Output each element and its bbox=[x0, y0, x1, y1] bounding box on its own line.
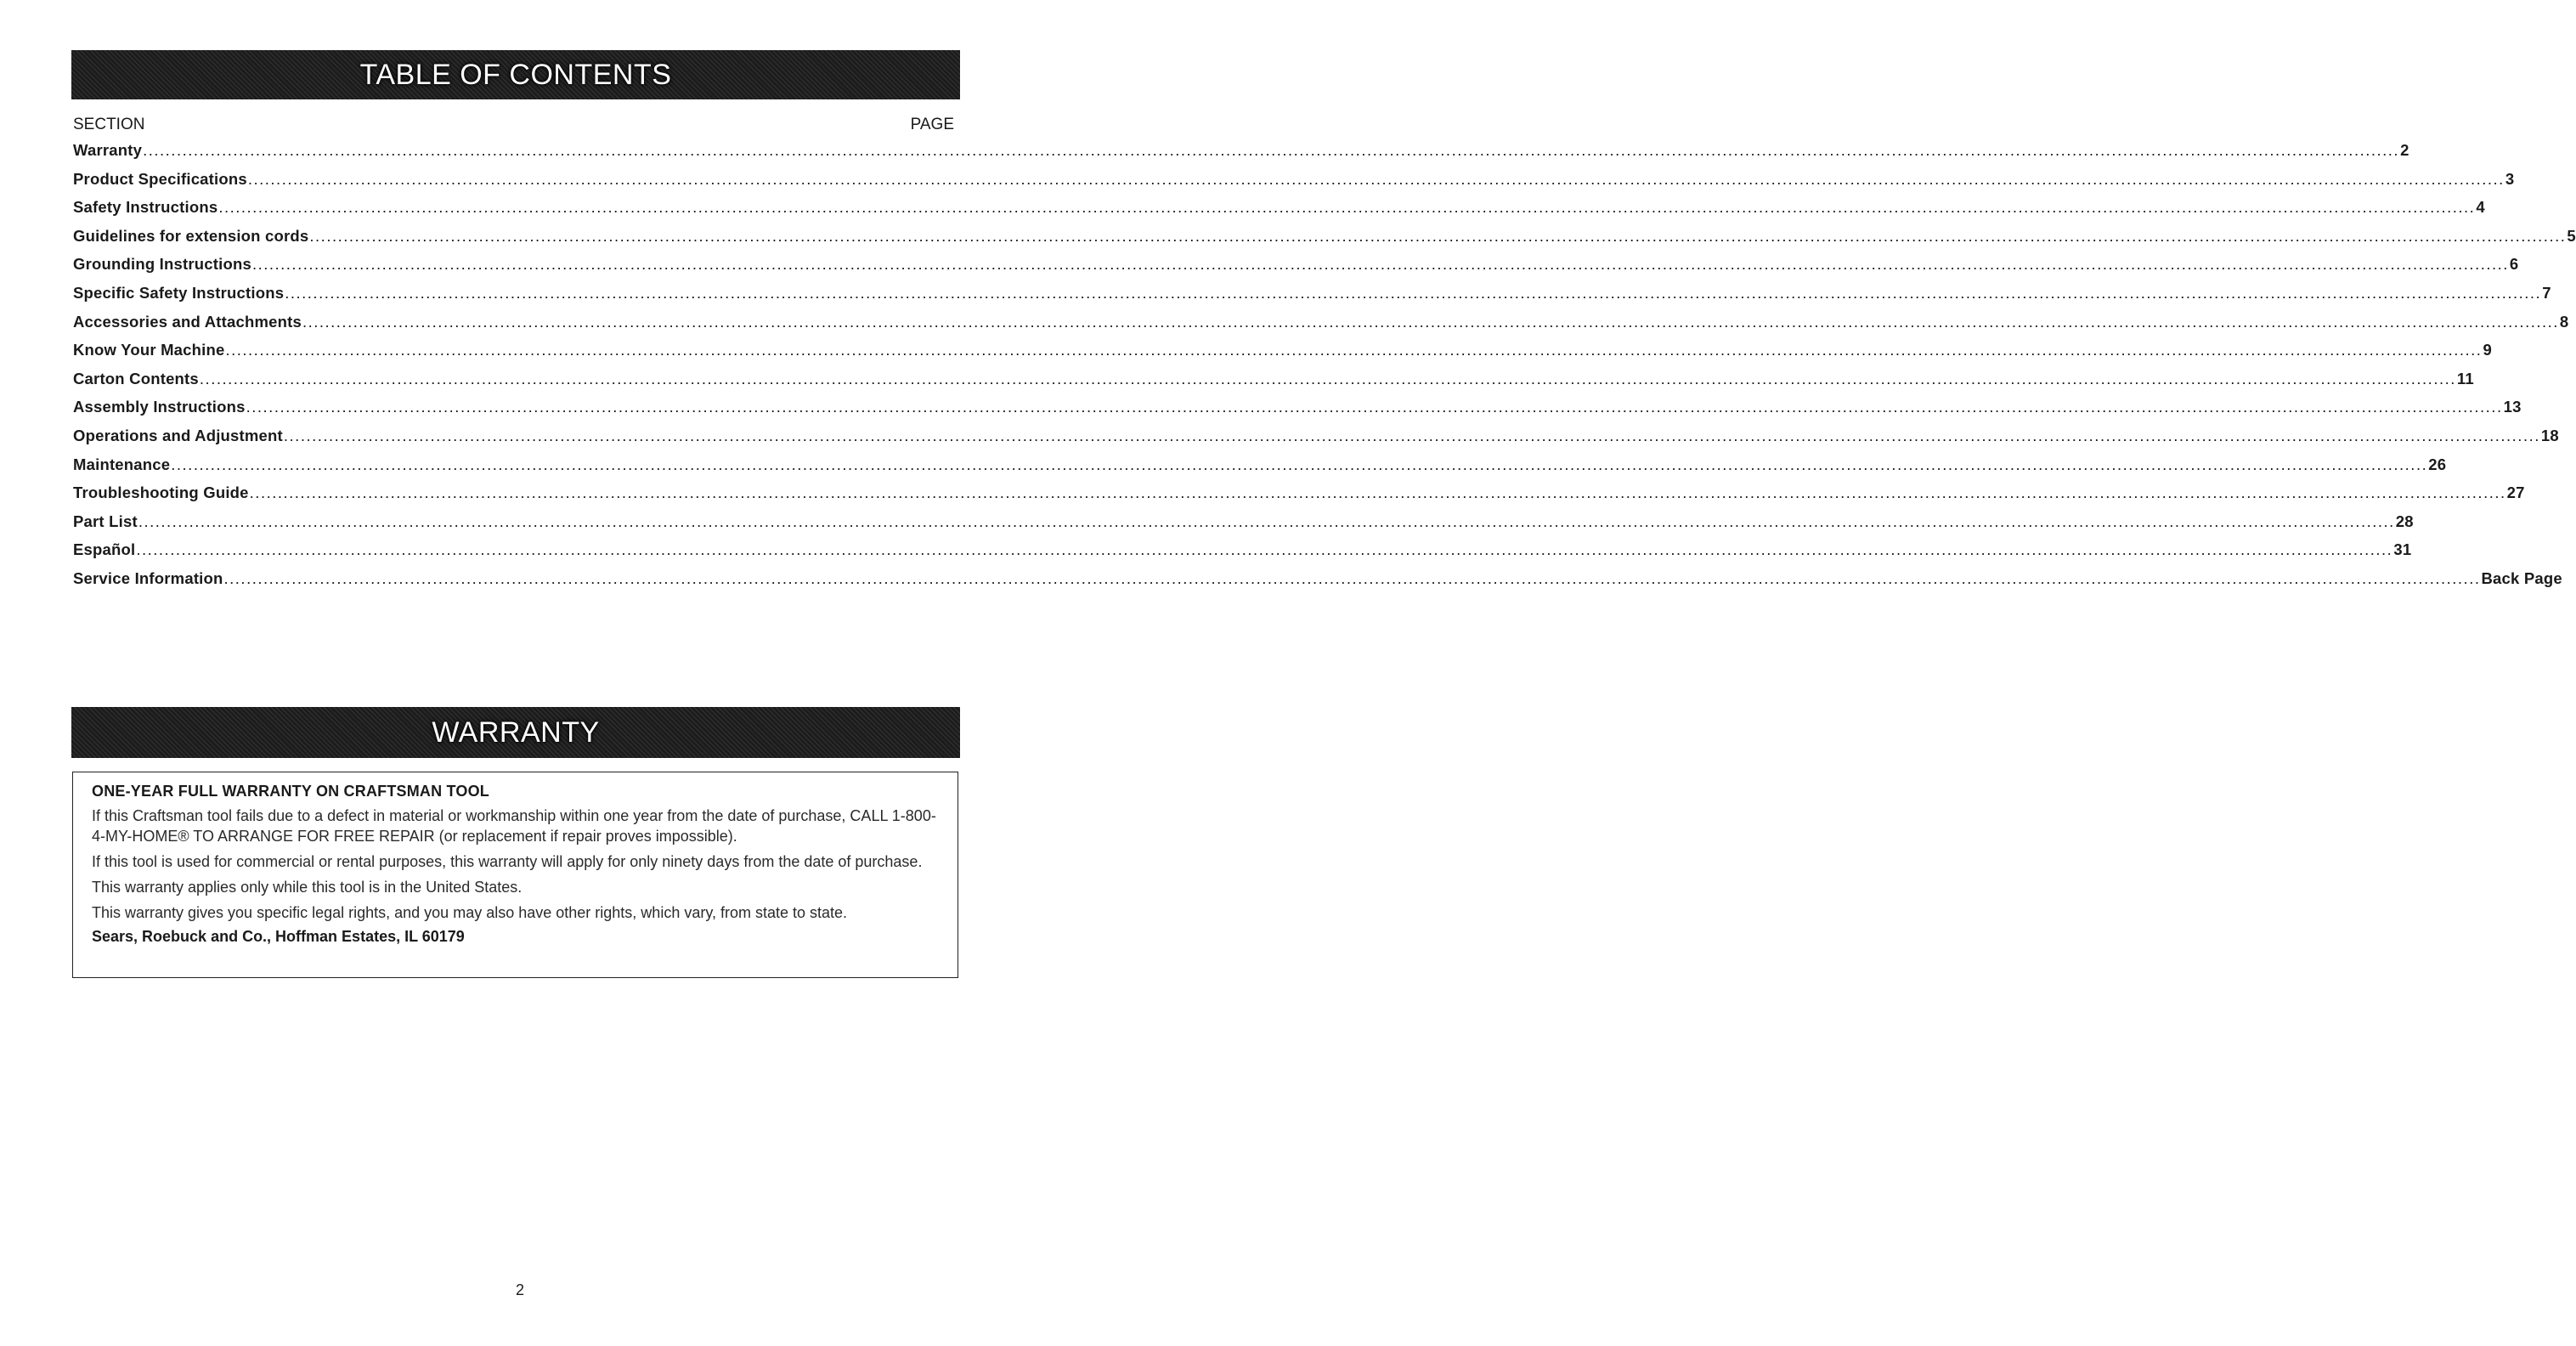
toc-entry bbox=[73, 507, 2414, 536]
toc-entry-label: Troubleshooting Guide bbox=[73, 484, 249, 502]
toc-entry-page: 5 bbox=[2567, 226, 2576, 245]
toc-entry-label: Grounding Instructions bbox=[73, 255, 251, 274]
toc-entry-page: 28 bbox=[2395, 512, 2414, 530]
toc-entry bbox=[73, 193, 2485, 222]
toc-entry bbox=[73, 393, 2522, 421]
toc-entry-label: Carton Contents bbox=[73, 369, 199, 387]
toc-entry bbox=[73, 136, 2409, 165]
toc-entry bbox=[73, 478, 2525, 507]
toc-entry bbox=[73, 250, 2519, 279]
toc-title: TABLE OF CONTENTS bbox=[359, 59, 672, 91]
warranty-paragraph: If this Craftsman tool fails due to a defect in material or workmanship within one year from the date of purchase, CALL 1-800-4-MY-HOME® TO ARRANGE FOR FREE REPAIR (or replacement if repair proves impossible). bbox=[92, 807, 936, 845]
toc-entry bbox=[73, 564, 2562, 593]
dot-leader: ................................................................................................................................................................................................................................................................................................................................................................................................................ bbox=[285, 283, 2542, 302]
toc-entry bbox=[73, 535, 2412, 564]
toc-entry-page: 27 bbox=[2506, 484, 2525, 502]
toc-entry-label: Guidelines for extension cords bbox=[73, 226, 309, 245]
toc-entry-page: 18 bbox=[2540, 426, 2559, 444]
warranty-company-address: Sears, Roebuck and Co., Hoffman Estates, IL 60179 bbox=[92, 928, 465, 945]
warranty-paragraph: This warranty applies only while this tool is in the United States. bbox=[92, 879, 523, 896]
dot-leader: ................................................................................................................................................................................................................................................................................................................................................................................................................ bbox=[246, 398, 2503, 416]
warranty-paragraph: This warranty gives you specific legal rights, and you may also have other rights, which vary, from state to state. bbox=[92, 904, 848, 921]
toc-entry-page: 8 bbox=[2559, 312, 2569, 331]
toc-entry bbox=[73, 365, 2474, 393]
toc-entries bbox=[73, 136, 2576, 593]
toc-entry-label: Maintenance bbox=[73, 455, 171, 473]
warranty-heading: ONE-YEAR FULL WARRANTY ON CRAFTSMAN TOOL bbox=[92, 783, 489, 800]
warranty-paragraph: If this tool is used for commercial or rental purposes, this warranty will apply for only ninety days from the date of purchase. bbox=[92, 853, 923, 870]
dot-leader: ................................................................................................................................................................................................................................................................................................................................................................................................................ bbox=[218, 198, 2476, 217]
toc-banner bbox=[71, 50, 960, 99]
warranty-banner bbox=[71, 707, 960, 758]
toc-entry bbox=[73, 308, 2569, 336]
toc-entry-page: 7 bbox=[2542, 283, 2551, 302]
toc-entry-page: 13 bbox=[2503, 398, 2522, 416]
warranty-box bbox=[72, 772, 958, 978]
toc-entry bbox=[73, 450, 2447, 479]
toc-entry bbox=[73, 222, 2576, 251]
dot-leader: ................................................................................................................................................................................................................................................................................................................................................................................................................ bbox=[249, 484, 2506, 502]
toc-entry-page: 3 bbox=[2505, 169, 2515, 188]
toc-entry-page: 26 bbox=[2428, 455, 2447, 473]
dot-leader: ................................................................................................................................................................................................................................................................................................................................................................................................................ bbox=[251, 255, 2509, 274]
section-column-header: SECTION bbox=[73, 116, 145, 133]
toc-entry-label: Warranty bbox=[73, 141, 143, 159]
toc-entry-label: Accessories and Attachments bbox=[73, 312, 302, 331]
dot-leader: ................................................................................................................................................................................................................................................................................................................................................................................................................ bbox=[199, 369, 2456, 387]
dot-leader: ................................................................................................................................................................................................................................................................................................................................................................................................................ bbox=[283, 426, 2540, 444]
dot-leader: ................................................................................................................................................................................................................................................................................................................................................................................................................ bbox=[225, 341, 2483, 359]
toc-entry-label: Español bbox=[73, 540, 136, 559]
toc-entry-label: Specific Safety Instructions bbox=[73, 283, 285, 302]
table-of-contents bbox=[73, 113, 2576, 593]
dot-leader: ................................................................................................................................................................................................................................................................................................................................................................................................................ bbox=[138, 512, 2395, 530]
toc-entry-label: Service Information bbox=[73, 568, 223, 587]
toc-entry-label: Know Your Machine bbox=[73, 341, 225, 359]
dot-leader: ................................................................................................................................................................................................................................................................................................................................................................................................................ bbox=[223, 568, 2481, 587]
toc-entry bbox=[73, 165, 2515, 194]
toc-entry-page: 11 bbox=[2456, 369, 2474, 387]
dot-leader: ................................................................................................................................................................................................................................................................................................................................................................................................................ bbox=[302, 312, 2559, 331]
toc-entry-page: 4 bbox=[2476, 198, 2485, 217]
toc-entry bbox=[73, 421, 2559, 450]
dot-leader: ................................................................................................................................................................................................................................................................................................................................................................................................................ bbox=[171, 455, 2428, 473]
toc-entry-page: 6 bbox=[2509, 255, 2519, 274]
page-number: 2 bbox=[515, 1281, 524, 1298]
toc-entry-page: 2 bbox=[2400, 141, 2409, 159]
dot-leader: ................................................................................................................................................................................................................................................................................................................................................................................................................ bbox=[136, 540, 2393, 559]
toc-entry-page: 9 bbox=[2483, 341, 2492, 359]
toc-entry-label: Product Specifications bbox=[73, 169, 247, 188]
toc-entry-page: 31 bbox=[2393, 540, 2412, 559]
dot-leader: ................................................................................................................................................................................................................................................................................................................................................................................................................ bbox=[247, 169, 2505, 188]
toc-entry-label: Part List bbox=[73, 512, 138, 530]
toc-entry-label: Assembly Instructions bbox=[73, 398, 246, 416]
warranty-title: WARRANTY bbox=[432, 716, 600, 749]
dot-leader: ................................................................................................................................................................................................................................................................................................................................................................................................................ bbox=[309, 226, 2567, 245]
toc-entry bbox=[73, 279, 2551, 308]
toc-entry bbox=[73, 336, 2492, 365]
toc-entry-label: Safety Instructions bbox=[73, 198, 218, 217]
toc-entry-page: Back Page bbox=[2481, 568, 2562, 587]
toc-header bbox=[73, 113, 954, 136]
dot-leader: ................................................................................................................................................................................................................................................................................................................................................................................................................ bbox=[143, 141, 2400, 159]
page-column-header: PAGE bbox=[910, 116, 954, 133]
toc-entry-label: Operations and Adjustment bbox=[73, 426, 283, 444]
